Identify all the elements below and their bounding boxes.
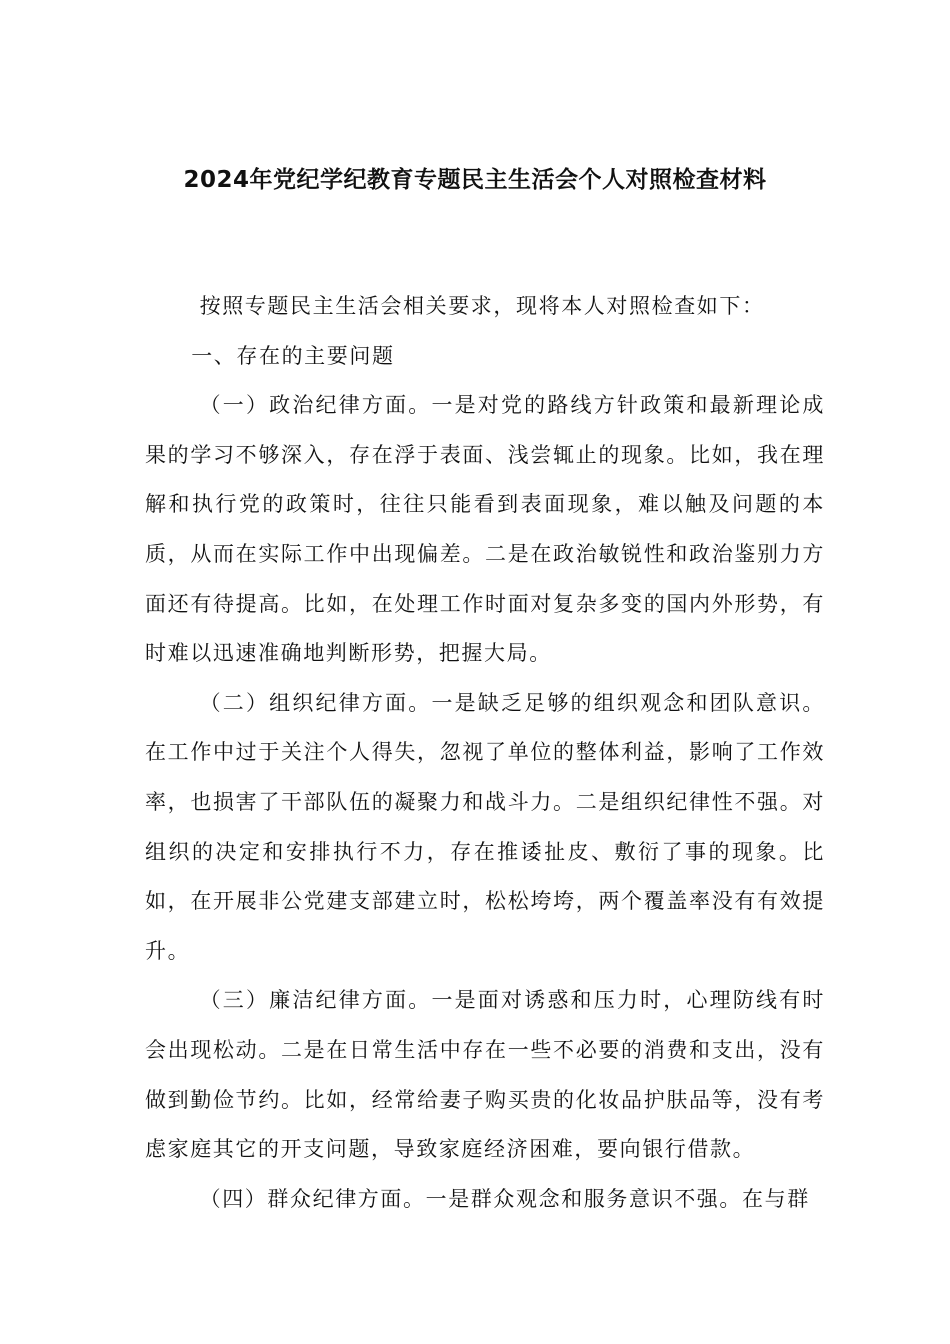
political-discipline-paragraph: （一）政治纪律方面。一是对党的路线方针政策和最新理论成果的学习不够深入，存在浮于表面、浅尝辄止的现象。比如，我在理解和执行党的政策时，往往只能看到表面现象，难以触及问题的本质，从而在实际工作中出现偏差。二是在政治敏锐性和政治鉴别力方面还有待提高。比如，在处理工作时面对复杂多变的国内外形势，有时难以迅速准确地判断形势，把握大局。: [145, 393, 825, 666]
organizational-discipline-paragraph: （二）组织纪律方面。一是缺乏足够的组织观念和团队意识。在工作中过于关注个人得失，忽视了单位的整体利益，影响了工作效率，也损害了干部队伍的凝聚力和战斗力。二是组织纪律性不强。对组织的决定和安排执行不力，存在推诿扯皮、敷衍了事的现象。比如，在开展非公党建支部建立时，松松垮垮，两个覆盖率没有有效提升。: [145, 690, 825, 963]
document-body: [145, 282, 825, 1224]
integrity-discipline-paragraph: （三）廉洁纪律方面。一是面对诱惑和压力时，心理防线有时会出现松动。二是在日常生活中存在一些不必要的消费和支出，没有做到勤俭节约。比如，经常给妻子购买贵的化妆品护肤品等，没有考虑家庭其它的开支问题，导致家庭经济困难，要向银行借款。: [145, 988, 825, 1162]
section-heading: 一、存在的主要问题: [191, 343, 395, 368]
mass-discipline-paragraph: （四）群众纪律方面。一是群众观念和服务意识不强。在与群: [199, 1186, 810, 1211]
intro-paragraph: 按照专题民主生活会相关要求，现将本人对照检查如下：: [199, 294, 765, 318]
document-title: 2024年党纪学纪教育专题民主生活会个人对照检查材料: [183, 167, 767, 193]
